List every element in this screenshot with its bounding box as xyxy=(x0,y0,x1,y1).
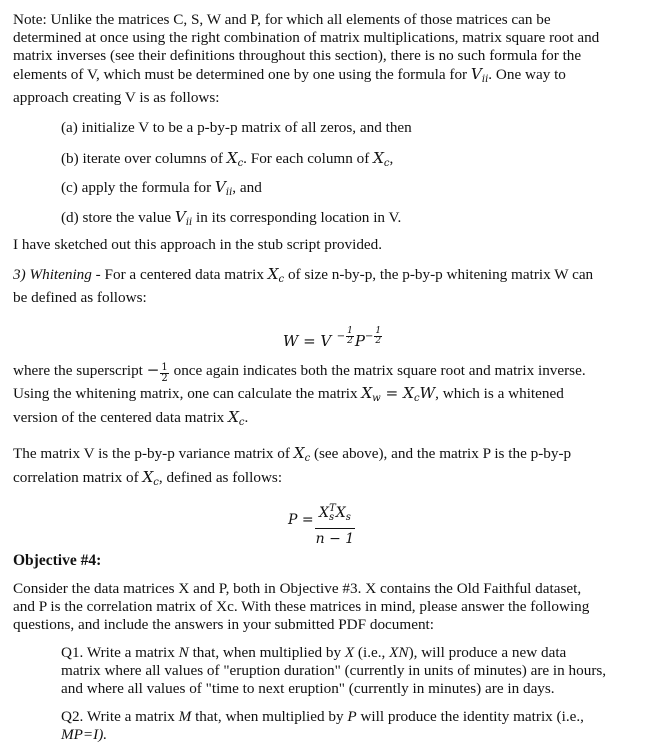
whitening-equation: W = V − $\frac{1}{2}$ P− $\frac{1}{2}$ xyxy=(282,325,382,350)
document-page xyxy=(13,11,653,744)
note-line: approach creating V is as follows: xyxy=(13,89,220,106)
note-paragraph xyxy=(13,11,653,107)
question-2: Q2. Write a matrix M that, when multiplied by P will produce the identity matrix (i.e., MP=I). xyxy=(61,707,584,743)
whitening-title: 3) Whitening xyxy=(13,265,92,283)
note-line: Note: Unlike the matrices C, S, W and P, for which all elements of those matrices can be xyxy=(13,11,551,28)
variance-paragraph: The matrix V is the p-by-p variance matrix of $X_c$ (see above), and the matrix P is the p-by-p correlation matrix of $X_c$, defined as follows: xyxy=(13,443,572,488)
whitening-paragraph: 3) Whitening - For a centered data matrix $X_c$ of size n-by-p, the p-by-p whitening matrix W can be defined as follows: xyxy=(13,264,594,306)
note-line: determined at once using the right combination of matrix multiplications, matrix square root and xyxy=(13,29,600,46)
whitening-explanation: where the superscript − $\frac{1}{2}$ once again indicates both the matrix square root and matrix inverse. Using the whitening matrix, one can calculate the matrix $X_w = X_cW$, which is a whitened version of the centered data matrix $X_c$. xyxy=(13,360,586,428)
note-line: elements of V, which must be determined one by one using the formula for $V_{ii}$. One way to xyxy=(13,65,566,85)
objective-paragraph: Consider the data matrices X and P, both in Objective #3. X contains the Old Faithful dataset, and P is the correlation matrix of Xc. With these matrices in mind, please answer the following questions, and include the answers in your submitted PDF document: xyxy=(13,579,590,633)
question-1: Q1. Write a matrix N that, when multiplied by X (i.e., XN), will produce a new data matrix where all values of "eruption duration" (currently in units of minutes) are in hours, and where all values of "time to next eruption" (currently in minutes) are in days. xyxy=(61,643,607,697)
steps-list xyxy=(13,119,653,236)
sketch-line: I have sketched out this approach in the stub script provided. xyxy=(13,235,383,253)
objective-heading: Objective #4: xyxy=(13,551,102,569)
step-a: (a) initialize V to be a p-by-p matrix of all zeros, and then xyxy=(61,119,412,136)
math-vii: $V_{ii}$ xyxy=(470,65,489,85)
note-line: matrix inverses (see their definitions throughout this section), there is no such formula for the xyxy=(13,47,582,64)
step-c: (c) apply the formula for $V_{ii}$, and xyxy=(61,178,262,198)
step-b: (b) iterate over columns of $X_c$. For each column of $X_c$, xyxy=(61,148,394,169)
step-d: (d) store the value $V_{ii}$ in its corresponding location in V. xyxy=(61,207,402,228)
correlation-equation: P = $X_s^TX_s$ n − 1 xyxy=(13,500,653,544)
